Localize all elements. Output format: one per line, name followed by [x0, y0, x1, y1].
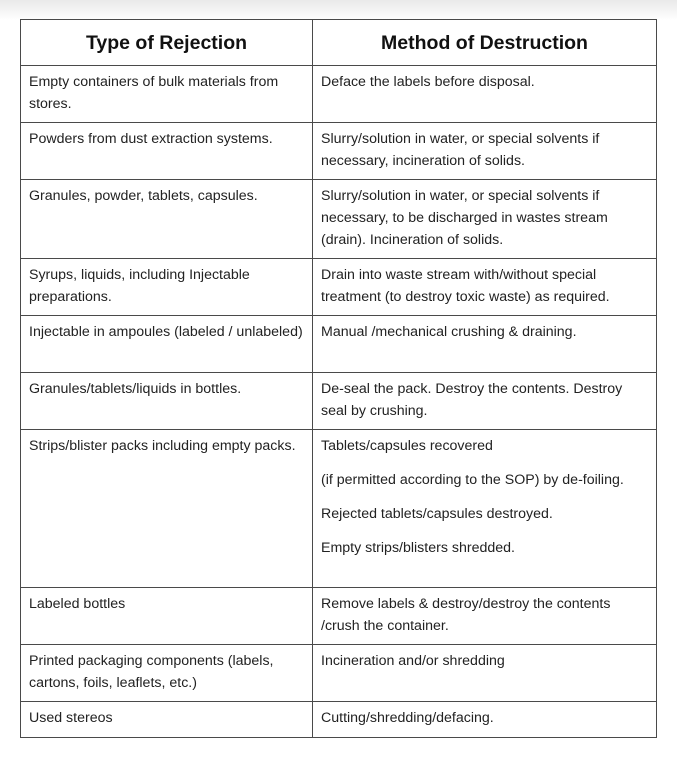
- rejection-type-cell: Printed packaging components (labels, cartons, foils, leaflets, etc.): [21, 645, 313, 702]
- rejection-type-cell: Granules, powder, tablets, capsules.: [21, 180, 313, 259]
- rejection-table: [20, 19, 657, 738]
- rejection-type-cell: Granules/tablets/liquids in bottles.: [21, 373, 313, 430]
- table-row: [21, 430, 657, 588]
- method-paragraph: Rejected tablets/capsules destroyed.: [321, 506, 553, 522]
- table-row: [21, 645, 657, 702]
- method-paragraph: Slurry/solution in water, or special solvents if necessary, to be discharged in wastes stream (drain). Incineration of solids.: [321, 188, 608, 248]
- rejection-type-cell: Strips/blister packs including empty packs.: [21, 430, 313, 588]
- destruction-method-cell: [313, 316, 657, 373]
- table-row: [21, 373, 657, 430]
- method-paragraph: Deface the labels before disposal.: [321, 74, 535, 90]
- destruction-method-cell: [313, 430, 657, 588]
- method-paragraph: Empty strips/blisters shredded.: [321, 540, 515, 556]
- header-type-of-rejection: Type of Rejection: [21, 20, 313, 66]
- rejection-type-cell: Injectable in ampoules (labeled / unlabeled): [21, 316, 313, 373]
- destruction-method-cell: [313, 373, 657, 430]
- destruction-method-cell: [313, 645, 657, 702]
- table-row: [21, 123, 657, 180]
- destruction-method-cell: [313, 123, 657, 180]
- method-paragraph: Tablets/capsules recovered: [321, 438, 493, 454]
- rejection-type-cell: Empty containers of bulk materials from stores.: [21, 66, 313, 123]
- method-paragraph: De-seal the pack. Destroy the contents. Destroy seal by crushing.: [321, 381, 623, 419]
- table-row: [21, 702, 657, 738]
- table-row: [21, 316, 657, 373]
- method-paragraph: Manual /mechanical crushing & draining.: [321, 324, 577, 340]
- destruction-method-cell: [313, 702, 657, 738]
- header-row: [21, 20, 657, 66]
- table-row: [21, 66, 657, 123]
- table-row: [21, 259, 657, 316]
- destruction-method-cell: [313, 588, 657, 645]
- method-paragraph: Cutting/shredding/defacing.: [321, 710, 494, 726]
- method-paragraph: Remove labels & destroy/destroy the contents /crush the container.: [321, 596, 611, 634]
- rejection-type-cell: Used stereos: [21, 702, 313, 738]
- rejection-type-cell: Labeled bottles: [21, 588, 313, 645]
- destruction-method-cell: [313, 259, 657, 316]
- method-paragraph: Incineration and/or shredding: [321, 653, 505, 669]
- rejection-type-cell: Syrups, liquids, including Injectable preparations.: [21, 259, 313, 316]
- destruction-method-cell: [313, 180, 657, 259]
- top-shadow: [0, 0, 677, 20]
- header-method-of-destruction: Method of Destruction: [313, 20, 657, 66]
- method-paragraph: Drain into waste stream with/without special treatment (to destroy toxic waste) as required.: [321, 267, 610, 305]
- rejection-type-cell: Powders from dust extraction systems.: [21, 123, 313, 180]
- table-row: [21, 588, 657, 645]
- table-row: [21, 180, 657, 259]
- destruction-method-cell: [313, 66, 657, 123]
- method-paragraph: (if permitted according to the SOP) by de-foiling.: [321, 472, 624, 488]
- method-paragraph: Slurry/solution in water, or special solvents if necessary, incineration of solids.: [321, 131, 600, 169]
